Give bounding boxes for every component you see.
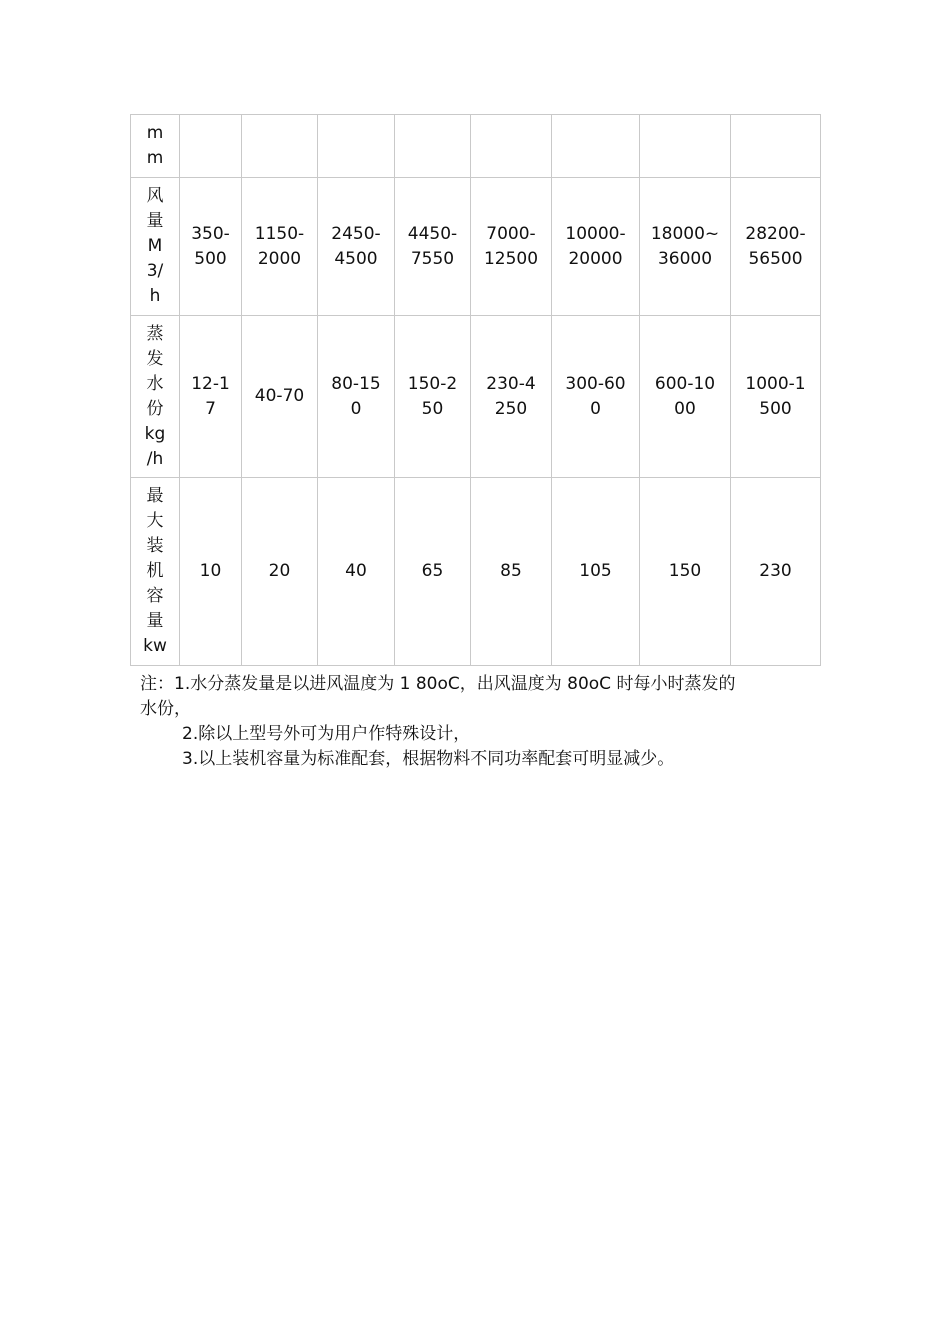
spec-table — [130, 114, 821, 666]
note-2: 2.除以上型号外可为用户作特殊设计， — [182, 724, 471, 744]
row-label-line: h — [149, 286, 161, 306]
cell-value: 2000 — [257, 248, 302, 269]
cell-value: 7000- — [486, 223, 536, 244]
table-cell — [471, 316, 552, 478]
cell-value: 600-10 — [654, 373, 716, 394]
cell-value: 7 — [205, 398, 216, 419]
row-label-line: m — [146, 123, 164, 143]
cell-value: 40 — [345, 561, 367, 581]
table-cell — [731, 178, 821, 316]
cell-value: 250 — [494, 398, 528, 419]
row-label-line: 机 — [146, 561, 164, 581]
row-label — [131, 115, 180, 178]
row-label-line: 发 — [146, 348, 164, 369]
cell-value: 4450- — [407, 223, 458, 244]
cell-value: 2450- — [331, 223, 381, 244]
cell-value: 500 — [194, 248, 227, 269]
table-cell — [242, 178, 318, 316]
row-label-line: kg — [144, 423, 166, 444]
cell-value: 40-70 — [254, 386, 305, 406]
row-label-line: 份 — [146, 398, 164, 419]
cell-value: 0 — [590, 398, 601, 419]
cell-value: 4500 — [334, 248, 378, 269]
note-1-cont: 水份， — [140, 699, 191, 719]
cell-value: 10000- — [565, 223, 626, 244]
row-label — [131, 316, 180, 478]
table-cell — [242, 478, 318, 666]
table-cell — [318, 178, 395, 316]
table-cell — [180, 478, 242, 666]
table-cell — [395, 316, 471, 478]
cell-value: 18000~ — [650, 223, 720, 244]
row-label-line: 大 — [146, 511, 164, 531]
table-cell — [552, 316, 640, 478]
note-1: 注：1.水分蒸发量是以进风温度为 1 80oC，出风温度为 80oC 时每小时蒸发的 — [140, 674, 736, 694]
table-cell — [471, 115, 552, 178]
table-cell — [731, 316, 821, 478]
cell-value: 28200- — [745, 223, 806, 244]
row-label-line: kw — [143, 636, 167, 656]
table-cell — [395, 478, 471, 666]
cell-value: 50 — [421, 398, 444, 419]
row-label-line: 风 — [146, 186, 164, 206]
table-cell — [242, 115, 318, 178]
row-label — [131, 178, 180, 316]
cell-value: 65 — [421, 561, 444, 581]
row-label-line: /h — [146, 448, 164, 469]
table-cell — [395, 115, 471, 178]
table-cell — [552, 478, 640, 666]
row-label-line: m — [146, 148, 164, 168]
table-cell — [471, 178, 552, 316]
cell-value: 230 — [759, 561, 792, 581]
table-cell — [640, 115, 731, 178]
cell-value: 1000-1 — [745, 373, 806, 394]
row-label-line: 容 — [146, 586, 164, 606]
cell-value: 500 — [759, 398, 792, 419]
table-row — [131, 178, 821, 316]
cell-value: 105 — [579, 561, 612, 581]
cell-value: 150-2 — [407, 373, 458, 394]
cell-value: 12-1 — [191, 373, 230, 394]
notes — [140, 672, 820, 772]
row-label-line: 量 — [146, 611, 164, 631]
row-label-line: 量 — [146, 211, 164, 231]
cell-value: 230-4 — [486, 373, 536, 394]
row-label-line: 水 — [146, 373, 164, 394]
table-cell — [731, 478, 821, 666]
note-3: 3.以上装机容量为标准配套，根据物料不同功率配套可明显减少。 — [182, 749, 675, 769]
cell-value: 10 — [199, 561, 222, 581]
table-cell — [471, 478, 552, 666]
cell-value: 80-15 — [331, 373, 381, 394]
cell-value: 300-60 — [565, 373, 626, 394]
table-cell — [318, 316, 395, 478]
row-label-line: 装 — [146, 536, 164, 556]
table-row — [131, 316, 821, 478]
row-label-line: 蒸 — [146, 323, 164, 344]
cell-value: 36000 — [657, 248, 713, 269]
cell-value: 12500 — [483, 248, 539, 269]
row-label-line: M — [147, 236, 163, 256]
table-cell — [395, 178, 471, 316]
cell-value: 20000 — [568, 248, 623, 269]
table-cell — [318, 478, 395, 666]
cell-value: 350- — [191, 223, 230, 244]
table-cell — [731, 115, 821, 178]
table-cell — [640, 478, 731, 666]
table-cell — [242, 316, 318, 478]
cell-value: 150 — [668, 561, 702, 581]
cell-value: 0 — [350, 398, 362, 419]
table-row — [131, 478, 821, 666]
table-cell — [180, 316, 242, 478]
table-cell — [552, 115, 640, 178]
table-cell — [640, 178, 731, 316]
table-cell — [180, 178, 242, 316]
table-cell — [180, 115, 242, 178]
row-label — [131, 478, 180, 666]
table-cell — [640, 316, 731, 478]
cell-value: 7550 — [410, 248, 455, 269]
table-cell — [552, 178, 640, 316]
row-label-line: 最 — [146, 486, 164, 506]
cell-value: 1150- — [254, 223, 305, 244]
cell-value: 00 — [674, 398, 696, 419]
table-cell — [318, 115, 395, 178]
cell-value: 85 — [500, 561, 522, 581]
cell-value: 20 — [268, 561, 291, 581]
table-row — [131, 115, 821, 178]
cell-value: 56500 — [748, 248, 803, 269]
row-label-line: 3/ — [146, 261, 164, 281]
